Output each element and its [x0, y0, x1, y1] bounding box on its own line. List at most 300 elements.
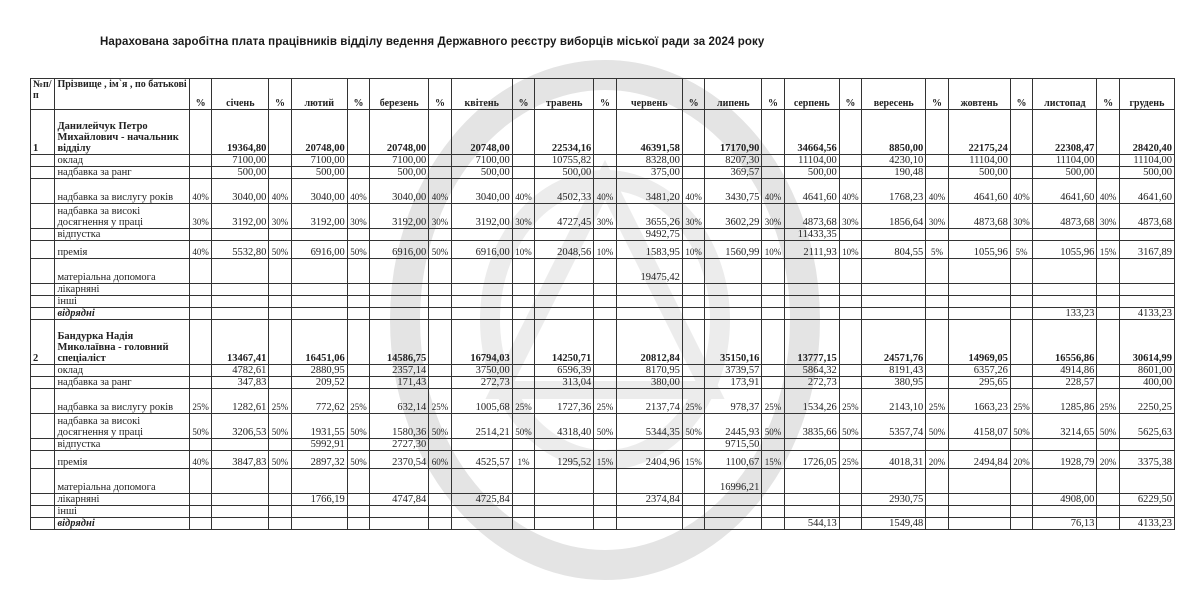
- amount-cell: 3192,00: [370, 204, 429, 229]
- percent-cell: [189, 469, 211, 494]
- percent-cell: [682, 469, 704, 494]
- amount-cell: [291, 229, 347, 241]
- column-header-percent: %: [1097, 79, 1119, 110]
- percent-cell: [269, 308, 291, 320]
- percent-cell: [512, 469, 534, 494]
- percent-cell: [429, 167, 451, 179]
- amount-cell: 804,55: [862, 241, 926, 259]
- monthly-total: 22175,24: [948, 110, 1010, 155]
- amount-cell: 2048,56: [535, 241, 594, 259]
- percent-cell: [762, 365, 784, 377]
- percent-cell: [512, 259, 534, 284]
- percent-cell: [1097, 377, 1119, 389]
- percent-cell: [347, 259, 369, 284]
- amount-cell: 1055,96: [948, 241, 1010, 259]
- column-header-percent: %: [594, 79, 616, 110]
- percent-cell: 25%: [594, 389, 616, 414]
- employee-name: Бандурка Надія Миколаївна - головний спеціаліст: [55, 320, 189, 365]
- percent-cell: [429, 229, 451, 241]
- amount-cell: [784, 259, 839, 284]
- percent-cell: 40%: [269, 179, 291, 204]
- amount-cell: [535, 469, 594, 494]
- percent-cell: [839, 506, 861, 518]
- amount-cell: 1100,67: [705, 451, 762, 469]
- percent-cell: [926, 296, 948, 308]
- amount-cell: 173,91: [705, 377, 762, 389]
- percent-cell: [594, 320, 616, 365]
- payment-row: [31, 494, 1175, 506]
- amount-cell: [535, 296, 594, 308]
- percent-cell: [839, 229, 861, 241]
- amount-cell: 7100,00: [451, 155, 512, 167]
- amount-cell: [1033, 259, 1097, 284]
- amount-cell: [616, 284, 682, 296]
- percent-cell: [839, 518, 861, 530]
- amount-cell: [291, 308, 347, 320]
- percent-cell: [347, 506, 369, 518]
- percent-cell: 10%: [594, 241, 616, 259]
- percent-cell: [189, 365, 211, 377]
- percent-cell: [926, 518, 948, 530]
- monthly-total: 19364,80: [212, 110, 269, 155]
- amount-cell: 11104,00: [1119, 155, 1174, 167]
- amount-cell: [862, 296, 926, 308]
- amount-cell: 3847,83: [212, 451, 269, 469]
- percent-cell: [347, 167, 369, 179]
- percent-cell: [347, 229, 369, 241]
- amount-cell: 7100,00: [291, 155, 347, 167]
- percent-cell: 50%: [269, 241, 291, 259]
- amount-cell: [212, 518, 269, 530]
- percent-cell: [512, 365, 534, 377]
- employee-number: 1: [31, 110, 55, 155]
- amount-cell: 6596,39: [535, 365, 594, 377]
- percent-cell: 50%: [429, 414, 451, 439]
- amount-cell: 500,00: [1033, 167, 1097, 179]
- amount-cell: [451, 284, 512, 296]
- payment-type-label: матеріальна допомога: [55, 259, 189, 284]
- amount-cell: [370, 518, 429, 530]
- percent-cell: [189, 377, 211, 389]
- percent-cell: [429, 377, 451, 389]
- amount-cell: [1119, 506, 1174, 518]
- amount-cell: 978,37: [705, 389, 762, 414]
- amount-cell: [948, 308, 1010, 320]
- monthly-total: 14250,71: [535, 320, 594, 365]
- percent-cell: [189, 308, 211, 320]
- percent-cell: [512, 110, 534, 155]
- percent-cell: [594, 167, 616, 179]
- amount-cell: 500,00: [1119, 167, 1174, 179]
- amount-cell: [948, 296, 1010, 308]
- amount-cell: 4641,60: [948, 179, 1010, 204]
- amount-cell: [862, 259, 926, 284]
- percent-cell: [926, 167, 948, 179]
- amount-cell: [705, 296, 762, 308]
- amount-cell: 3167,89: [1119, 241, 1174, 259]
- employee-row: [31, 320, 1175, 365]
- payment-row: [31, 439, 1175, 451]
- amount-cell: [705, 284, 762, 296]
- amount-cell: 4641,60: [784, 179, 839, 204]
- column-header-month: липень: [705, 79, 762, 110]
- percent-cell: [1010, 296, 1032, 308]
- percent-cell: [189, 494, 211, 506]
- percent-cell: 30%: [839, 204, 861, 229]
- monthly-total: 30614,99: [1119, 320, 1174, 365]
- percent-cell: 30%: [189, 204, 211, 229]
- amount-cell: 4641,60: [1033, 179, 1097, 204]
- amount-cell: [451, 229, 512, 241]
- percent-cell: [269, 155, 291, 167]
- payment-row: [31, 241, 1175, 259]
- monthly-total: 8850,00: [862, 110, 926, 155]
- column-header-percent: %: [347, 79, 369, 110]
- row-number-cell: [31, 506, 55, 518]
- amount-cell: [1033, 296, 1097, 308]
- payment-row: [31, 377, 1175, 389]
- percent-cell: [762, 320, 784, 365]
- row-number-cell: [31, 469, 55, 494]
- amount-cell: 6357,26: [948, 365, 1010, 377]
- percent-cell: 40%: [512, 179, 534, 204]
- percent-cell: [429, 518, 451, 530]
- amount-cell: 2514,21: [451, 414, 512, 439]
- percent-cell: [682, 167, 704, 179]
- amount-cell: [535, 518, 594, 530]
- amount-cell: 7100,00: [370, 155, 429, 167]
- amount-cell: [784, 308, 839, 320]
- percent-cell: [347, 494, 369, 506]
- amount-cell: 3602,29: [705, 204, 762, 229]
- percent-cell: [429, 284, 451, 296]
- percent-cell: [594, 259, 616, 284]
- percent-cell: 50%: [926, 414, 948, 439]
- amount-cell: [212, 506, 269, 518]
- percent-cell: [512, 229, 534, 241]
- percent-cell: [594, 469, 616, 494]
- payment-row: [31, 414, 1175, 439]
- amount-cell: 1282,61: [212, 389, 269, 414]
- amount-cell: 4908,00: [1033, 494, 1097, 506]
- amount-cell: [451, 469, 512, 494]
- header-row: [31, 79, 1175, 110]
- amount-cell: [948, 439, 1010, 451]
- percent-cell: [594, 365, 616, 377]
- percent-cell: [512, 167, 534, 179]
- amount-cell: 4133,23: [1119, 518, 1174, 530]
- percent-cell: [682, 320, 704, 365]
- amount-cell: [212, 229, 269, 241]
- amount-cell: 3430,75: [705, 179, 762, 204]
- percent-cell: 30%: [682, 204, 704, 229]
- percent-cell: [1010, 506, 1032, 518]
- percent-cell: 10%: [682, 241, 704, 259]
- percent-cell: [926, 308, 948, 320]
- percent-cell: [1097, 296, 1119, 308]
- percent-cell: [682, 518, 704, 530]
- amount-cell: [705, 308, 762, 320]
- percent-cell: [1097, 506, 1119, 518]
- percent-cell: 25%: [512, 389, 534, 414]
- amount-cell: [451, 308, 512, 320]
- percent-cell: 30%: [594, 204, 616, 229]
- payment-type-label: надбавка за вислугу років: [55, 179, 189, 204]
- amount-cell: 1549,48: [862, 518, 926, 530]
- percent-cell: 50%: [189, 414, 211, 439]
- amount-cell: 1534,26: [784, 389, 839, 414]
- amount-cell: [784, 296, 839, 308]
- amount-cell: 190,48: [862, 167, 926, 179]
- amount-cell: [616, 296, 682, 308]
- percent-cell: [926, 259, 948, 284]
- percent-cell: [926, 439, 948, 451]
- percent-cell: 25%: [839, 389, 861, 414]
- amount-cell: 8191,43: [862, 365, 926, 377]
- percent-cell: 50%: [347, 451, 369, 469]
- percent-cell: [926, 365, 948, 377]
- amount-cell: 4873,68: [1033, 204, 1097, 229]
- percent-cell: 25%: [682, 389, 704, 414]
- amount-cell: [705, 494, 762, 506]
- percent-cell: [682, 506, 704, 518]
- percent-cell: [682, 259, 704, 284]
- percent-cell: 50%: [512, 414, 534, 439]
- monthly-total: 34664,56: [784, 110, 839, 155]
- percent-cell: 25%: [1097, 389, 1119, 414]
- percent-cell: [512, 494, 534, 506]
- row-number-cell: [31, 296, 55, 308]
- amount-cell: 1285,86: [1033, 389, 1097, 414]
- percent-cell: [269, 365, 291, 377]
- amount-cell: [291, 469, 347, 494]
- percent-cell: 50%: [1097, 414, 1119, 439]
- row-number-cell: [31, 204, 55, 229]
- percent-cell: [1097, 155, 1119, 167]
- amount-cell: 6916,00: [370, 241, 429, 259]
- percent-cell: 25%: [926, 389, 948, 414]
- payment-type-label: інші: [55, 506, 189, 518]
- employee-number: 2: [31, 320, 55, 365]
- percent-cell: [839, 469, 861, 494]
- percent-cell: 30%: [269, 204, 291, 229]
- amount-cell: 295,65: [948, 377, 1010, 389]
- payment-type-label: оклад: [55, 155, 189, 167]
- percent-cell: 25%: [429, 389, 451, 414]
- amount-cell: [291, 518, 347, 530]
- amount-cell: [705, 506, 762, 518]
- column-header-percent: %: [926, 79, 948, 110]
- percent-cell: 25%: [189, 389, 211, 414]
- amount-cell: 369,57: [705, 167, 762, 179]
- amount-cell: 2111,93: [784, 241, 839, 259]
- row-number-cell: [31, 389, 55, 414]
- percent-cell: [429, 365, 451, 377]
- amount-cell: [1119, 469, 1174, 494]
- percent-cell: [429, 155, 451, 167]
- amount-cell: 1726,05: [784, 451, 839, 469]
- row-number-cell: [31, 155, 55, 167]
- payment-type-label: надбавка за ранг: [55, 377, 189, 389]
- amount-cell: [212, 308, 269, 320]
- amount-cell: 375,00: [616, 167, 682, 179]
- column-header-percent: %: [762, 79, 784, 110]
- percent-cell: [839, 365, 861, 377]
- percent-cell: [1097, 518, 1119, 530]
- percent-cell: 40%: [429, 179, 451, 204]
- amount-cell: [1119, 439, 1174, 451]
- amount-cell: 2880,95: [291, 365, 347, 377]
- amount-cell: 2727,30: [370, 439, 429, 451]
- payment-row: [31, 259, 1175, 284]
- percent-cell: [1010, 167, 1032, 179]
- amount-cell: 500,00: [291, 167, 347, 179]
- amount-cell: 1295,52: [535, 451, 594, 469]
- percent-cell: 30%: [347, 204, 369, 229]
- monthly-total: 22308,47: [1033, 110, 1097, 155]
- percent-cell: [189, 320, 211, 365]
- column-header-percent: %: [682, 79, 704, 110]
- percent-cell: [926, 320, 948, 365]
- amount-cell: [1119, 229, 1174, 241]
- row-number-cell: [31, 365, 55, 377]
- percent-cell: [347, 110, 369, 155]
- amount-cell: [1119, 296, 1174, 308]
- percent-cell: 25%: [1010, 389, 1032, 414]
- percent-cell: [429, 506, 451, 518]
- percent-cell: [839, 155, 861, 167]
- percent-cell: [839, 439, 861, 451]
- payment-row: [31, 469, 1175, 494]
- amount-cell: [948, 229, 1010, 241]
- percent-cell: [762, 284, 784, 296]
- amount-cell: 5992,91: [291, 439, 347, 451]
- column-header-percent: %: [429, 79, 451, 110]
- amount-cell: [291, 506, 347, 518]
- column-header-month: червень: [616, 79, 682, 110]
- payment-row: [31, 155, 1175, 167]
- amount-cell: 5625,63: [1119, 414, 1174, 439]
- percent-cell: [682, 284, 704, 296]
- amount-cell: 1766,19: [291, 494, 347, 506]
- percent-cell: [512, 296, 534, 308]
- percent-cell: [429, 308, 451, 320]
- amount-cell: [705, 518, 762, 530]
- amount-cell: 9492,75: [616, 229, 682, 241]
- amount-cell: [535, 308, 594, 320]
- amount-cell: [784, 439, 839, 451]
- payment-type-label: відпустка: [55, 229, 189, 241]
- amount-cell: [212, 284, 269, 296]
- payment-row: [31, 389, 1175, 414]
- amount-cell: [370, 469, 429, 494]
- amount-cell: 1005,68: [451, 389, 512, 414]
- amount-cell: 5344,35: [616, 414, 682, 439]
- amount-cell: [1119, 284, 1174, 296]
- percent-cell: [512, 155, 534, 167]
- percent-cell: 40%: [189, 241, 211, 259]
- payment-row: [31, 308, 1175, 320]
- amount-cell: [451, 439, 512, 451]
- monthly-total: 20748,00: [291, 110, 347, 155]
- monthly-total: 16794,03: [451, 320, 512, 365]
- percent-cell: [1097, 284, 1119, 296]
- percent-cell: [512, 308, 534, 320]
- amount-cell: [535, 284, 594, 296]
- percent-cell: [429, 320, 451, 365]
- percent-cell: [189, 167, 211, 179]
- amount-cell: [370, 296, 429, 308]
- amount-cell: [535, 259, 594, 284]
- amount-cell: [616, 308, 682, 320]
- column-header-percent: %: [512, 79, 534, 110]
- percent-cell: [1010, 284, 1032, 296]
- column-header-month: вересень: [862, 79, 926, 110]
- percent-cell: [762, 518, 784, 530]
- column-header-percent: %: [269, 79, 291, 110]
- amount-cell: [862, 308, 926, 320]
- percent-cell: 10%: [512, 241, 534, 259]
- amount-cell: 1055,96: [1033, 241, 1097, 259]
- amount-cell: [862, 439, 926, 451]
- amount-cell: 500,00: [212, 167, 269, 179]
- percent-cell: 40%: [682, 179, 704, 204]
- percent-cell: [762, 229, 784, 241]
- percent-cell: 15%: [1097, 241, 1119, 259]
- amount-cell: [291, 296, 347, 308]
- amount-cell: 2137,74: [616, 389, 682, 414]
- amount-cell: 2897,32: [291, 451, 347, 469]
- amount-cell: 272,73: [784, 377, 839, 389]
- percent-cell: [189, 284, 211, 296]
- payment-row: [31, 518, 1175, 530]
- row-number-cell: [31, 241, 55, 259]
- amount-cell: 4727,45: [535, 204, 594, 229]
- amount-cell: 2374,84: [616, 494, 682, 506]
- column-header-month: жовтень: [948, 79, 1010, 110]
- percent-cell: 50%: [839, 414, 861, 439]
- percent-cell: 40%: [189, 451, 211, 469]
- amount-cell: 500,00: [948, 167, 1010, 179]
- percent-cell: [1010, 259, 1032, 284]
- column-header-month: січень: [212, 79, 269, 110]
- amount-cell: 5864,32: [784, 365, 839, 377]
- payroll-body: [31, 110, 1175, 530]
- row-number-cell: [31, 451, 55, 469]
- amount-cell: 3739,57: [705, 365, 762, 377]
- percent-cell: [682, 296, 704, 308]
- percent-cell: [762, 377, 784, 389]
- monthly-total: 13777,15: [784, 320, 839, 365]
- percent-cell: [269, 320, 291, 365]
- payment-type-label: матеріальна допомога: [55, 469, 189, 494]
- monthly-total: 17170,90: [705, 110, 762, 155]
- amount-cell: [370, 284, 429, 296]
- amount-cell: 3040,00: [370, 179, 429, 204]
- row-number-cell: [31, 179, 55, 204]
- monthly-total: 20748,00: [370, 110, 429, 155]
- percent-cell: [429, 259, 451, 284]
- percent-cell: 30%: [512, 204, 534, 229]
- amount-cell: 11104,00: [1033, 155, 1097, 167]
- percent-cell: 50%: [594, 414, 616, 439]
- amount-cell: 4725,84: [451, 494, 512, 506]
- amount-cell: [784, 506, 839, 518]
- percent-cell: [1010, 155, 1032, 167]
- monthly-total: 20748,00: [451, 110, 512, 155]
- percent-cell: 40%: [594, 179, 616, 204]
- amount-cell: 1560,99: [705, 241, 762, 259]
